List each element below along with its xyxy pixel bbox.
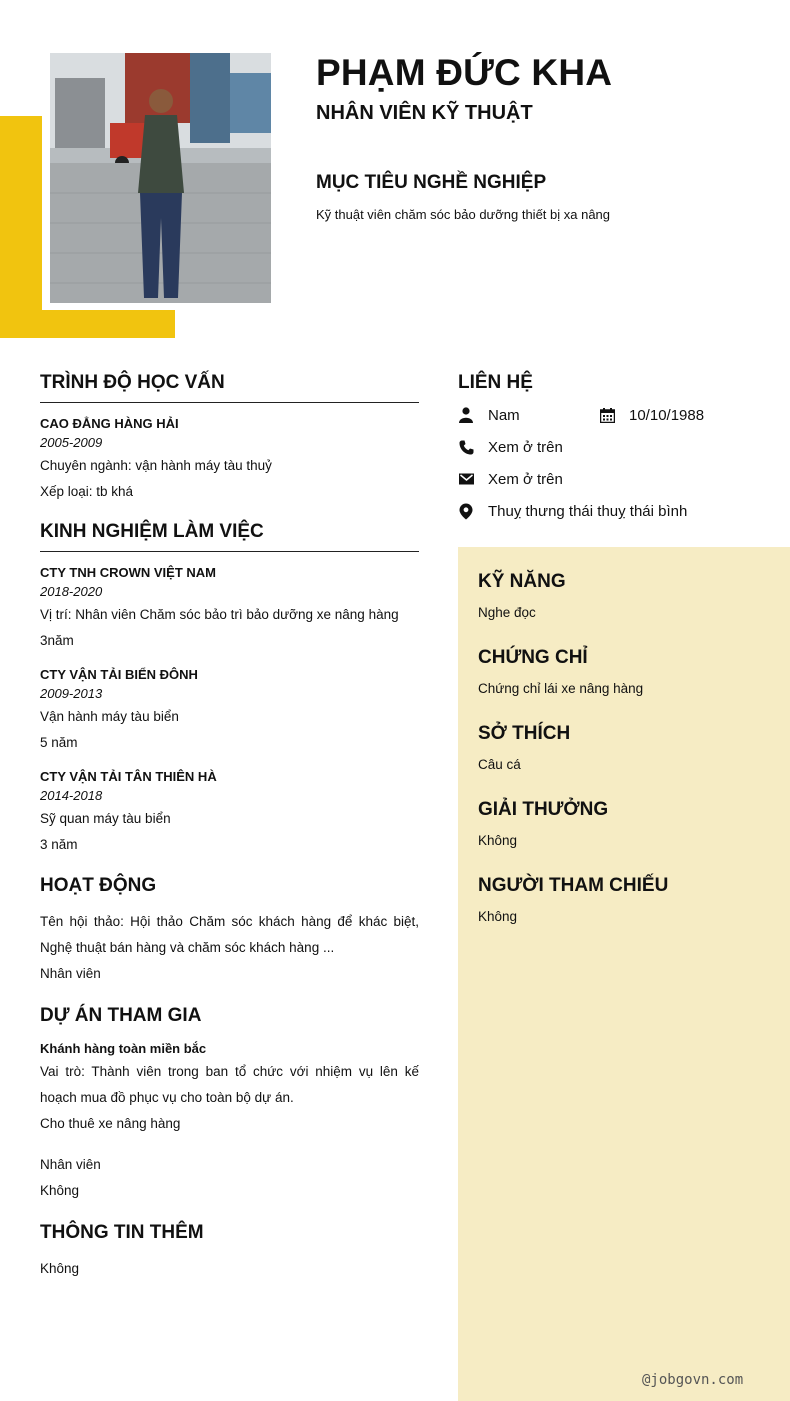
contact-birthday-value: 10/10/1988 xyxy=(629,406,705,424)
experience-item xyxy=(40,565,419,654)
skills-section xyxy=(478,571,566,620)
awards-title: GIẢI THƯỞNG xyxy=(478,799,609,820)
accent-bar-horizontal xyxy=(0,310,175,338)
hobbies-section xyxy=(478,723,570,772)
certificates-text: Chứng chỉ lái xe nâng hàng xyxy=(478,681,644,696)
profile-photo xyxy=(50,53,271,303)
hobbies-title: SỞ THÍCH xyxy=(478,723,571,744)
experience-line: 3năm xyxy=(40,633,74,648)
experience-years: 2009-2013 xyxy=(40,686,103,701)
project-position: Nhân viên xyxy=(40,1157,101,1172)
contact-section xyxy=(458,372,790,520)
contact-address-value: Thuỵ thưng thái thuỵ thái bình xyxy=(488,502,688,520)
project-desc: Cho thuê xe nâng hàng xyxy=(40,1116,181,1131)
education-title: TRÌNH ĐỘ HỌC VẤN xyxy=(40,372,419,403)
experience-company: CTY VẬN TẢI TÂN THIÊN HÀ xyxy=(40,769,217,784)
person-icon xyxy=(458,407,474,423)
location-pin-icon xyxy=(458,503,474,519)
experience-title: KINH NGHIỆM LÀM VIỆC xyxy=(40,521,419,552)
objective-heading: MỤC TIÊU NGHỀ NGHIỆP xyxy=(316,172,547,193)
project-extra: Không xyxy=(40,1183,80,1198)
project-name: Khánh hàng toàn miền bắc xyxy=(40,1041,207,1056)
side-panel xyxy=(458,547,790,1401)
experience-line: 3 năm xyxy=(40,837,78,852)
watermark: @jobgovn.com xyxy=(642,1372,744,1388)
awards-text: Không xyxy=(478,833,518,848)
experience-years: 2018-2020 xyxy=(40,584,103,599)
phone-icon xyxy=(458,439,474,455)
education-years: 2005-2009 xyxy=(40,435,103,450)
job-title: NHÂN VIÊN KỸ THUẬT xyxy=(316,102,533,124)
contact-gender-value: Nam xyxy=(488,406,520,424)
awards-section xyxy=(478,799,608,848)
project-role: Vai trò: Thành viên trong ban tổ chức với nhiệm vụ lên kế hoạch mua đồ phục vụ cho toàn bộ dự án. xyxy=(40,1064,419,1105)
calendar-icon xyxy=(599,407,615,423)
contact-phone-value: Xem ở trên xyxy=(488,438,563,456)
experience-line: Vị trí: Nhân viên Chăm sóc bảo trì bảo dưỡng xe nâng hàng xyxy=(40,607,399,622)
experience-line: Sỹ quan máy tàu biển xyxy=(40,811,171,826)
activities-title: HOẠT ĐỘNG xyxy=(40,875,157,896)
left-column xyxy=(40,372,419,1282)
references-title: NGƯỜI THAM CHIẾU xyxy=(478,875,669,896)
contact-address xyxy=(458,499,687,523)
activities-text: Tên hội thảo: Hội thảo Chăm sóc khách hàng để khác biệt, Nghệ thuật bán hàng và chăm sóc khách hàng ... xyxy=(40,914,419,955)
certificates-title: CHỨNG CHỈ xyxy=(478,647,588,668)
experience-line: Vận hành máy tàu biển xyxy=(40,709,179,724)
experience-company: CTY VẬN TẢI BIỂN ĐÔNH xyxy=(40,667,198,682)
experience-item xyxy=(40,769,419,858)
more-info-text: Không xyxy=(40,1261,80,1276)
more-info-title: THÔNG TIN THÊM xyxy=(40,1222,204,1243)
projects-title: DỰ ÁN THAM GIA xyxy=(40,1005,202,1026)
contact-email xyxy=(458,467,563,491)
experience-years: 2014-2018 xyxy=(40,788,103,803)
references-text: Không xyxy=(478,909,518,924)
experience-company: CTY TNH CROWN VIỆT NAM xyxy=(40,565,216,580)
accent-bar-vertical xyxy=(0,116,42,338)
references-section xyxy=(478,875,668,924)
education-grade: Xếp loại: tb khá xyxy=(40,484,134,499)
mail-icon xyxy=(458,471,474,487)
certificates-section xyxy=(478,647,643,696)
contact-title: LIÊN HỆ xyxy=(458,372,533,393)
experience-line: 5 năm xyxy=(40,735,78,750)
activities-role: Nhân viên xyxy=(40,966,101,981)
hobbies-text: Câu cá xyxy=(478,757,521,772)
experience-item xyxy=(40,667,419,756)
contact-gender xyxy=(458,403,520,427)
full-name: PHẠM ĐỨC KHA xyxy=(316,52,613,93)
contact-birthday xyxy=(599,403,704,427)
skills-title: KỸ NĂNG xyxy=(478,571,566,592)
skills-text: Nghe đọc xyxy=(478,605,536,620)
objective-text: Kỹ thuật viên chăm sóc bảo dưỡng thiết bị xa nâng xyxy=(316,207,611,222)
education-major: Chuyên ngành: vận hành máy tàu thuỷ xyxy=(40,458,272,473)
contact-phone xyxy=(458,435,563,459)
contact-email-value: Xem ở trên xyxy=(488,470,563,488)
education-school: CAO ĐẲNG HÀNG HẢI xyxy=(40,416,179,431)
